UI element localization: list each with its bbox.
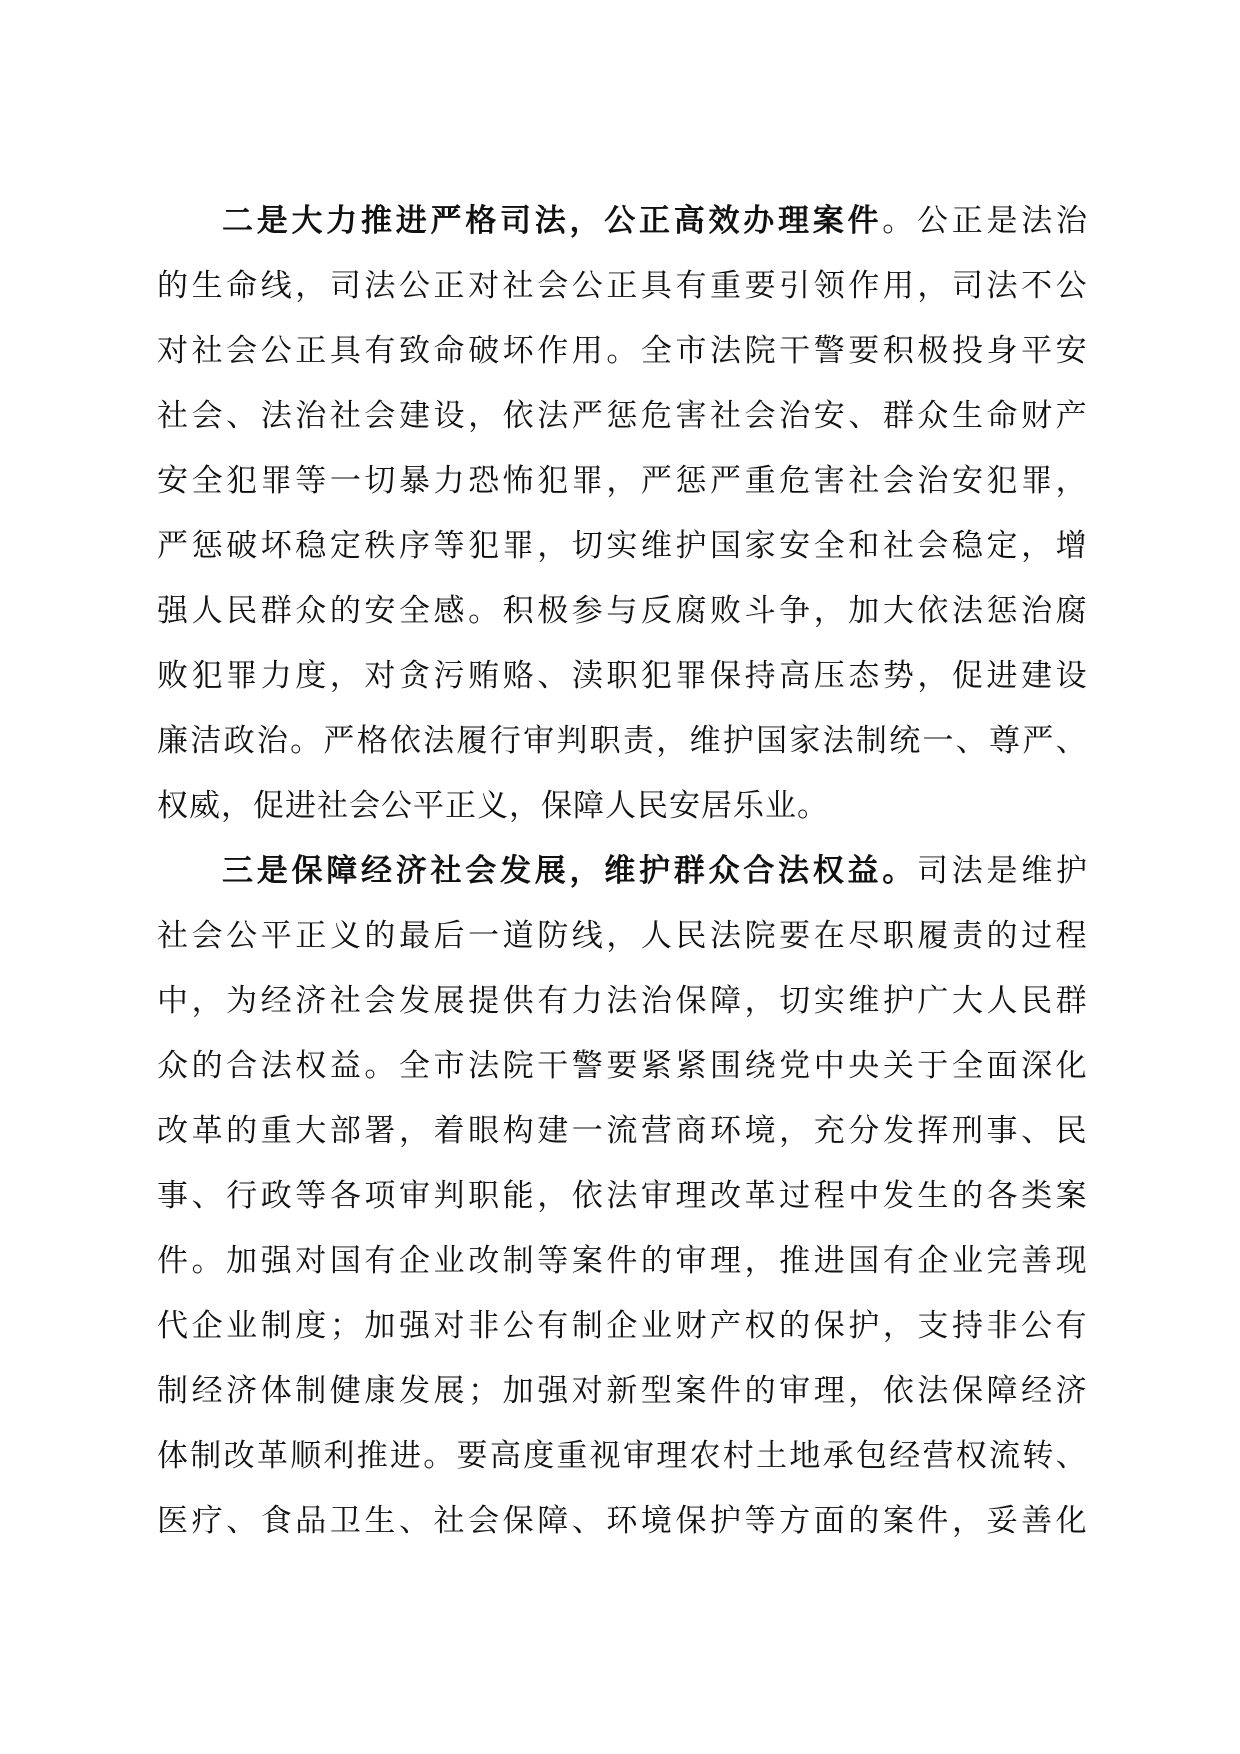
paragraph-line: 权 威 ， 促 进 社 会 公 平 正 义 ， 保 障 人 民 安 居 乐 业 。 xyxy=(157,788,828,824)
paragraph-line: 廉 洁 政 治 。 严 格 依 法 履 行 审 判 职 责 ， 维 护 国 家 法 制 统 一 、 尊 严 、 xyxy=(157,723,1087,759)
paragraph-line: 改 革 的 重 大 部 署 ， 着 眼 构 建 一 流 营 商 环 境 ， 充 分 发 挥 刑 事 、 民 xyxy=(157,1113,1087,1149)
paragraph-line: 社 会 、 法 治 社 会 建 设 ， 依 法 严 惩 危 害 社 会 治 安 、 群 众 生 命 财 产 xyxy=(157,398,1087,434)
document-body xyxy=(157,185,1087,1550)
paragraph-strict-justice xyxy=(157,185,1087,835)
paragraph-line: 医 疗 、 食 品 卫 生 、 社 会 保 障 、 环 境 保 护 等 方 面 的 案 件 ， 妥 善 化 xyxy=(157,1503,1087,1539)
paragraph-line: 众 的 合 法 权 益 。 全 市 法 院 干 警 要 紧 紧 围 绕 党 中 央 关 于 全 面 深 化 xyxy=(157,1048,1087,1084)
paragraph-line: 中 ， 为 经 济 社 会 发 展 提 供 有 力 法 治 保 障 ， 切 实 维 护 广 大 人 民 群 xyxy=(157,983,1087,1019)
paragraph-line: 三 是 保 障 经 济 社 会 发 展 ， 维 护 群 众 合 法 权 益 。 司 法 是 维 护 xyxy=(222,853,1087,889)
paragraph-line: 体 制 改 革 顺 利 推 进 。 要 高 度 重 视 审 理 农 村 土 地 承 包 经 营 权 流 转 、 xyxy=(157,1438,1087,1474)
paragraph-line: 制 经 济 体 制 健 康 发 展 ； 加 强 对 新 型 案 件 的 审 理 ， 依 法 保 障 经 济 xyxy=(157,1373,1087,1409)
paragraph-line: 事 、 行 政 等 各 项 审 判 职 能 ， 依 法 审 理 改 革 过 程 中 发 生 的 各 类 案 xyxy=(157,1178,1087,1214)
paragraph-line: 件 。 加 强 对 国 有 企 业 改 制 等 案 件 的 审 理 ， 推 进 国 有 企 业 完 善 现 xyxy=(157,1243,1087,1279)
paragraph-line: 安 全 犯 罪 等 一 切 暴 力 恐 怖 犯 罪 ， 严 惩 严 重 危 害 社 会 治 安 犯 罪 ， xyxy=(157,463,1087,499)
paragraph-line: 对 社 会 公 正 具 有 致 命 破 坏 作 用 。 全 市 法 院 干 警 要 积 极 投 身 平 安 xyxy=(157,333,1087,369)
paragraph-line: 社 会 公 平 正 义 的 最 后 一 道 防 线 ， 人 民 法 院 要 在 尽 职 履 责 的 过 程 xyxy=(157,918,1087,954)
paragraph-line: 代 企 业 制 度 ； 加 强 对 非 公 有 制 企 业 财 产 权 的 保 护 ， 支 持 非 公 有 xyxy=(157,1308,1087,1344)
paragraph-line: 强 人 民 群 众 的 安 全 感 。 积 极 参 与 反 腐 败 斗 争 ， 加 大 依 法 惩 治 腐 xyxy=(157,593,1087,629)
paragraph-line: 二 是 大 力 推 进 严 格 司 法 ， 公 正 高 效 办 理 案 件 。 公 正 是 法 治 xyxy=(222,203,1087,239)
paragraph-line: 败 犯 罪 力 度 ， 对 贪 污 贿 赂 、 渎 职 犯 罪 保 持 高 压 态 势 ， 促 进 建 设 xyxy=(157,658,1087,694)
paragraph-line: 的 生 命 线 ， 司 法 公 正 对 社 会 公 正 具 有 重 要 引 领 作 用 ， 司 法 不 公 xyxy=(157,268,1087,304)
paragraph-economic-development xyxy=(157,835,1087,1550)
paragraph-line: 严 惩 破 坏 稳 定 秩 序 等 犯 罪 ， 切 实 维 护 国 家 安 全 和 社 会 稳 定 ， 增 xyxy=(157,528,1087,564)
